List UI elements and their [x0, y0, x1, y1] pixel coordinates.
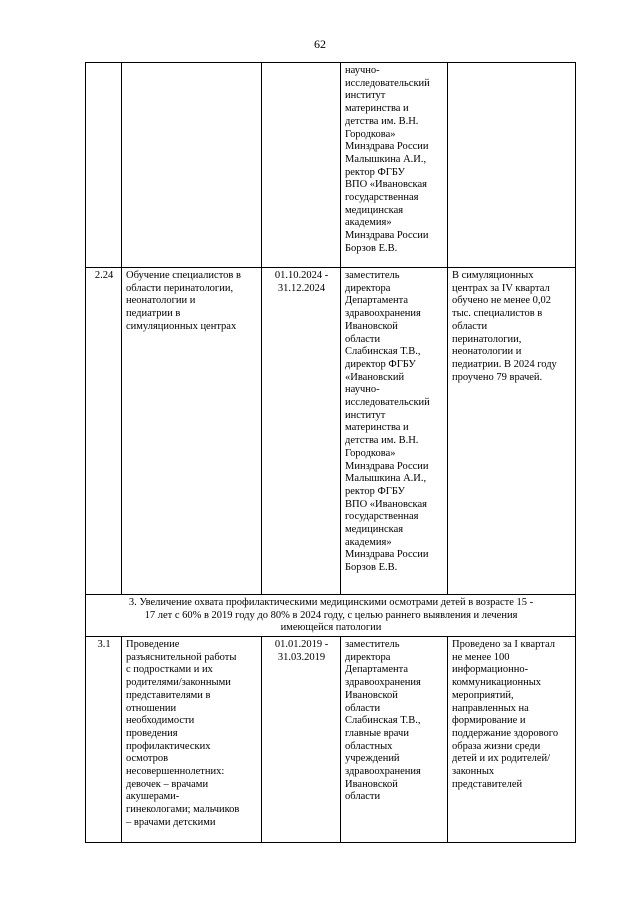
- text-line: Департамента: [345, 664, 409, 676]
- cell-number: [86, 63, 122, 268]
- cell-result: [448, 637, 576, 843]
- text-line: представителей: [452, 778, 523, 790]
- text-line: ректор ФГБУ: [345, 166, 405, 178]
- text-line: Проведение: [126, 639, 180, 650]
- text-line: здравоохранения: [345, 766, 421, 778]
- cell-responsible: [341, 63, 448, 268]
- text-line: исследовательский: [345, 77, 430, 89]
- text-line: – врачами детскими: [126, 816, 216, 828]
- text-line: законных: [452, 766, 495, 778]
- text-line: институт: [345, 409, 386, 421]
- text-line: научно-: [345, 65, 380, 76]
- text-line: 31.03.2019: [277, 651, 326, 663]
- text-line: необходимости: [126, 715, 195, 727]
- table-row-section-3: [86, 595, 576, 637]
- text-line: заместитель: [345, 639, 400, 650]
- text-line: девочек – врачами: [126, 778, 209, 790]
- text-line: области: [345, 702, 381, 714]
- text-line: проучено 79 врачей.: [452, 371, 543, 383]
- cell-result: [448, 268, 576, 595]
- text-line: директор ФГБУ: [345, 358, 416, 370]
- text-line: педиатрии. В 2024 году: [452, 358, 557, 370]
- text-line: разъяснительной работы: [126, 651, 237, 663]
- text-line: Борзов Е.В.: [345, 562, 398, 574]
- task-text: [126, 270, 258, 334]
- text-line: Минздрава России: [345, 230, 429, 242]
- responsible-text: [345, 270, 444, 575]
- result-text: [452, 639, 572, 791]
- text-line: поддержание здорового: [452, 727, 559, 739]
- dates-text: [266, 639, 337, 664]
- text-line: Малышкина А.И.,: [345, 473, 427, 485]
- page-number: 62: [314, 37, 326, 51]
- text-line: Ивановской: [345, 320, 398, 332]
- text-line: Ивановской: [345, 689, 398, 701]
- text-line: обучено не менее 0,02: [452, 295, 552, 307]
- table-row-2-24: [86, 268, 576, 595]
- text-line: государственная: [345, 192, 419, 204]
- text-line: имеющейся патологии: [280, 622, 382, 634]
- text-line: тыс. специалистов в: [452, 308, 543, 320]
- text-line: 01.10.2024 -: [274, 270, 329, 281]
- text-line: ВПО «Ивановская: [345, 498, 427, 510]
- text-line: академия»: [345, 217, 392, 229]
- text-line: центрах за IV квартал: [452, 282, 550, 294]
- text-line: учреждений: [345, 753, 400, 765]
- text-line: области: [452, 320, 488, 332]
- cell-task: [122, 268, 262, 595]
- text-line: педиатрии в: [126, 308, 181, 320]
- task-text: [126, 639, 258, 830]
- text-line: 17 лет с 60% в 2019 году до 80% в 2024 году, с целью раннего выявления и лечения: [144, 609, 518, 621]
- text-line: ректор ФГБУ: [345, 485, 405, 497]
- text-line: представителями в: [126, 689, 211, 701]
- cell-task: [122, 63, 262, 268]
- text-line: симуляционных центрах: [126, 320, 237, 332]
- text-line: институт: [345, 90, 386, 102]
- text-line: области: [345, 333, 381, 345]
- text-line: академия»: [345, 536, 392, 548]
- text-line: неонатологии и: [452, 346, 522, 358]
- text-line: главные врачи: [345, 727, 409, 739]
- text-line: направленных на: [452, 702, 529, 714]
- cell-dates: [262, 637, 341, 843]
- text-line: государственная: [345, 511, 419, 523]
- table-row-continued: [86, 63, 576, 268]
- text-line: Минздрава России: [345, 460, 429, 472]
- cell-responsible: [341, 637, 448, 843]
- cell-responsible: [341, 268, 448, 595]
- text-line: перинатологии,: [452, 333, 522, 345]
- text-line: 31.12.2024: [277, 282, 326, 294]
- cell-number: 3.1: [86, 637, 122, 843]
- text-line: не менее 100: [452, 651, 510, 663]
- result-text: [452, 270, 572, 384]
- responsible-text: [345, 65, 444, 256]
- text-line: материнства и: [345, 103, 409, 115]
- text-line: области: [345, 791, 381, 803]
- text-line: области перинатологии,: [126, 282, 234, 294]
- cell-number: 2.24: [86, 268, 122, 595]
- text-line: здравоохранения: [345, 308, 421, 320]
- text-line: научно-: [345, 384, 380, 396]
- text-line: детей и их родителей/: [452, 753, 551, 765]
- text-line: ВПО «Ивановская: [345, 179, 427, 191]
- responsible-text: [345, 639, 444, 804]
- text-line: образа жизни среди: [452, 740, 541, 752]
- text-line: Малышкина А.И.,: [345, 153, 427, 165]
- text-line: Минздрава России: [345, 549, 429, 561]
- text-line: Минздрава России: [345, 141, 429, 153]
- cell-dates: [262, 268, 341, 595]
- text-line: В симуляционных: [452, 270, 534, 281]
- text-line: медицинская: [345, 524, 404, 536]
- text-line: отношении: [126, 702, 177, 714]
- text-line: Проведено за I квартал: [452, 639, 555, 650]
- text-line: 3. Увеличение охвата профилактическими медицинскими осмотрами детей в возрасте 15 -: [128, 597, 534, 608]
- text-line: 01.01.2019 -: [274, 639, 329, 650]
- text-line: мероприятий,: [452, 689, 514, 701]
- text-line: Городкова»: [345, 447, 396, 459]
- text-line: материнства и: [345, 422, 409, 434]
- text-line: несовершеннолетних:: [126, 766, 225, 778]
- text-line: «Ивановский: [345, 371, 405, 383]
- text-line: здравоохранения: [345, 677, 421, 689]
- text-line: Слабинская Т.В.,: [345, 715, 421, 727]
- text-line: коммуникационных: [452, 677, 542, 689]
- text-line: профилактических: [126, 740, 211, 752]
- text-line: детства им. В.Н.: [345, 435, 419, 447]
- text-line: Обучение специалистов в: [126, 270, 241, 281]
- text-line: Городкова»: [345, 128, 396, 140]
- text-line: исследовательский: [345, 397, 430, 409]
- measures-table: [85, 62, 576, 843]
- text-line: детства им. В.Н.: [345, 115, 419, 127]
- text-line: проведения: [126, 727, 178, 739]
- section-header-3: [86, 595, 576, 637]
- text-line: формирование и: [452, 715, 526, 727]
- dates-text: [266, 270, 337, 295]
- section-title: [90, 597, 572, 634]
- text-line: неонатологии и: [126, 295, 196, 307]
- text-line: директора: [345, 282, 391, 294]
- text-line: Департамента: [345, 295, 409, 307]
- table-row-3-1: [86, 637, 576, 843]
- text-line: гинекологами; мальчиков: [126, 804, 240, 816]
- cell-dates: [262, 63, 341, 268]
- text-line: директора: [345, 651, 391, 663]
- text-line: родителями/законными: [126, 677, 231, 689]
- text-line: Борзов Е.В.: [345, 242, 398, 254]
- text-line: областных: [345, 740, 393, 752]
- text-line: заместитель: [345, 270, 400, 281]
- text-line: информационно-: [452, 664, 529, 676]
- cell-task: [122, 637, 262, 843]
- text-line: осмотров: [126, 753, 169, 765]
- text-line: Ивановской: [345, 778, 398, 790]
- text-line: акушерами-: [126, 791, 180, 803]
- cell-result: [448, 63, 576, 268]
- text-line: медицинская: [345, 204, 404, 216]
- text-line: с подростками и их: [126, 664, 213, 676]
- text-line: Слабинская Т.В.,: [345, 346, 421, 358]
